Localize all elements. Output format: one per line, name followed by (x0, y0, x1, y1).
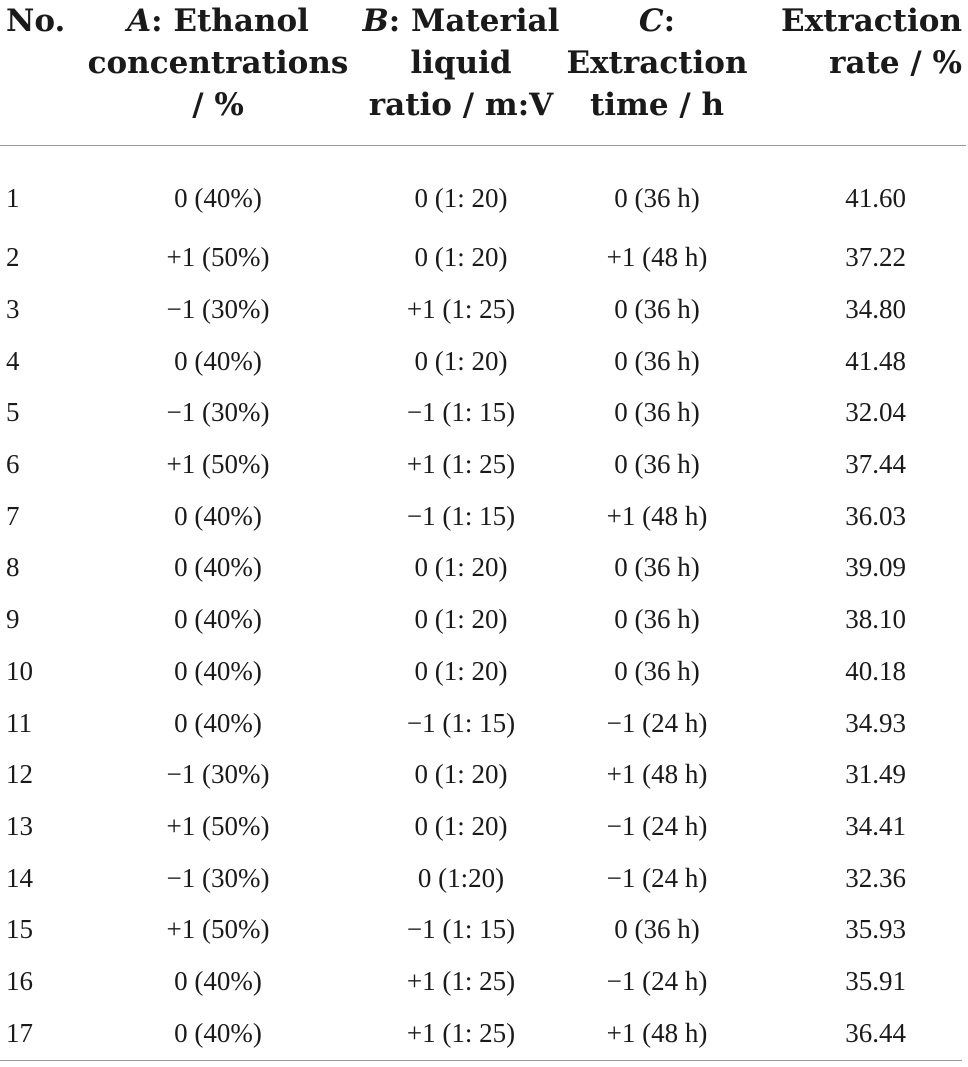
cell-no: 14 (6, 862, 33, 893)
cell-material-liquid-ratio: 0 (1: 20) (414, 345, 508, 376)
cell-material-liquid-ratio: 0 (1: 20) (414, 552, 508, 583)
cell-ethanol-concentration: +1 (50%) (166, 242, 270, 273)
cell-extraction-rate: 40.18 (845, 655, 906, 686)
header-e-line1: Extraction (780, 3, 962, 39)
cell-ethanol-concentration: +1 (50%) (166, 810, 270, 841)
cell-ethanol-concentration: 0 (40%) (174, 552, 262, 583)
cell-material-liquid-ratio: +1 (1: 25) (406, 1017, 516, 1048)
cell-extraction-time: 0 (36 h) (614, 655, 700, 686)
header-b-line1 (356, 0, 566, 42)
cell-material-liquid-ratio: −1 (1: 15) (406, 397, 516, 428)
cell-extraction-rate: 37.22 (845, 242, 906, 273)
header-ethanol-concentration (80, 0, 356, 146)
table-row (0, 232, 966, 284)
table-row (0, 335, 966, 387)
cell-ethanol-concentration: +1 (50%) (166, 449, 270, 480)
cell-material-liquid-ratio: 0 (1: 20) (414, 182, 508, 213)
table-row (0, 439, 966, 491)
cell-extraction-rate: 36.03 (845, 500, 906, 531)
cell-material-liquid-ratio: 0 (1:20) (417, 862, 505, 893)
cell-extraction-rate: 31.49 (845, 759, 906, 790)
header-no-label: No. (6, 3, 66, 39)
table-row (0, 542, 966, 594)
header-c-line2: Extraction (566, 45, 748, 81)
cell-extraction-rate: 34.80 (845, 294, 906, 325)
table-row (0, 1007, 966, 1059)
cell-extraction-time: 0 (36 h) (614, 914, 700, 945)
cell-ethanol-concentration: 0 (40%) (174, 604, 262, 635)
header-no (0, 0, 80, 146)
cell-material-liquid-ratio: 0 (1: 20) (414, 242, 508, 273)
cell-extraction-time: 0 (36 h) (614, 397, 700, 428)
cell-material-liquid-ratio: −1 (1: 15) (406, 500, 516, 531)
cell-ethanol-concentration: −1 (30%) (166, 759, 270, 790)
cell-extraction-rate: 41.48 (845, 345, 906, 376)
cell-no: 6 (6, 449, 20, 480)
header-a-var: A (127, 3, 152, 39)
cell-ethanol-concentration: 0 (40%) (174, 500, 262, 531)
cell-material-liquid-ratio: 0 (1: 20) (414, 810, 508, 841)
cell-extraction-rate: 34.41 (845, 810, 906, 841)
cell-no: 12 (6, 759, 33, 790)
bottom-rule (0, 1060, 962, 1061)
cell-ethanol-concentration: −1 (30%) (166, 294, 270, 325)
cell-material-liquid-ratio: −1 (1: 15) (406, 707, 516, 738)
cell-extraction-rate: 37.44 (845, 449, 906, 480)
cell-no: 17 (6, 1017, 33, 1048)
cell-ethanol-concentration: 0 (40%) (174, 707, 262, 738)
cell-ethanol-concentration: 0 (40%) (174, 655, 262, 686)
table-row (0, 284, 966, 336)
cell-extraction-time: −1 (24 h) (606, 810, 708, 841)
cell-ethanol-concentration: −1 (30%) (166, 397, 270, 428)
cell-no: 3 (6, 294, 20, 325)
cell-extraction-time: −1 (24 h) (606, 965, 708, 996)
table-row (0, 697, 966, 749)
cell-material-liquid-ratio: 0 (1: 20) (414, 604, 508, 635)
cell-no: 9 (6, 604, 20, 635)
cell-no: 1 (6, 182, 20, 213)
cell-extraction-rate: 36.44 (845, 1017, 906, 1048)
cell-ethanol-concentration: −1 (30%) (166, 862, 270, 893)
table-row (0, 146, 966, 233)
header-c-var: C (638, 3, 664, 39)
header-row (0, 0, 966, 146)
table-row (0, 387, 966, 439)
cell-extraction-rate: 39.09 (845, 552, 906, 583)
cell-extraction-time: 0 (36 h) (614, 604, 700, 635)
header-c-line1 (566, 0, 748, 42)
cell-extraction-time: +1 (48 h) (606, 242, 708, 273)
header-a-line3: / % (192, 87, 244, 123)
header-b-var: B (362, 3, 389, 39)
header-extraction-rate (748, 0, 966, 146)
cell-extraction-rate: 35.93 (845, 914, 906, 945)
cell-extraction-rate: 41.60 (845, 182, 906, 213)
cell-extraction-time: 0 (36 h) (614, 294, 700, 325)
table-header (0, 0, 966, 146)
table-row (0, 904, 966, 956)
cell-no: 10 (6, 655, 33, 686)
cell-material-liquid-ratio: −1 (1: 15) (406, 914, 516, 945)
cell-no: 13 (6, 810, 33, 841)
header-a-line1-text: : Ethanol (151, 3, 309, 39)
cell-extraction-time: +1 (48 h) (606, 1017, 708, 1048)
cell-no: 5 (6, 397, 20, 428)
cell-extraction-time: 0 (36 h) (614, 345, 700, 376)
cell-extraction-time: +1 (48 h) (606, 759, 708, 790)
cell-ethanol-concentration: 0 (40%) (174, 345, 262, 376)
cell-extraction-rate: 38.10 (845, 604, 906, 635)
header-c-line1-text: : (663, 3, 676, 39)
cell-ethanol-concentration: 0 (40%) (174, 965, 262, 996)
cell-no: 11 (6, 707, 32, 738)
header-c-line3: time / h (589, 87, 725, 123)
cell-no: 15 (6, 914, 33, 945)
cell-extraction-rate: 34.93 (845, 707, 906, 738)
cell-ethanol-concentration: 0 (40%) (174, 1017, 262, 1048)
cell-extraction-time: 0 (36 h) (614, 182, 700, 213)
header-b-line2: liquid (410, 45, 512, 81)
cell-material-liquid-ratio: +1 (1: 25) (406, 965, 516, 996)
table-row (0, 749, 966, 801)
header-b-line3: ratio / m:V (368, 87, 554, 123)
cell-no: 16 (6, 965, 33, 996)
cell-material-liquid-ratio: +1 (1: 25) (406, 294, 516, 325)
table-row (0, 594, 966, 646)
cell-no: 7 (6, 500, 20, 531)
header-b-line1-text: : Material (388, 3, 560, 39)
table-row (0, 852, 966, 904)
cell-ethanol-concentration: 0 (40%) (174, 182, 262, 213)
cell-no: 8 (6, 552, 20, 583)
header-material-liquid-ratio (356, 0, 566, 146)
cell-material-liquid-ratio: +1 (1: 25) (406, 449, 516, 480)
cell-extraction-rate: 35.91 (845, 965, 906, 996)
table-row (0, 490, 966, 542)
header-a-line2: concentrations (87, 45, 349, 81)
table-row (0, 956, 966, 1008)
cell-extraction-rate: 32.04 (845, 397, 906, 428)
table-row (0, 801, 966, 853)
cell-material-liquid-ratio: 0 (1: 20) (414, 655, 508, 686)
header-a-line1 (80, 0, 356, 42)
cell-extraction-time: −1 (24 h) (606, 862, 708, 893)
cell-ethanol-concentration: +1 (50%) (166, 914, 270, 945)
table-row (0, 646, 966, 698)
header-extraction-time (566, 0, 748, 146)
table-body (0, 146, 966, 1060)
cell-material-liquid-ratio: 0 (1: 20) (414, 759, 508, 790)
cell-extraction-rate: 32.36 (845, 862, 906, 893)
cell-extraction-time: 0 (36 h) (614, 449, 700, 480)
cell-extraction-time: +1 (48 h) (606, 500, 708, 531)
cell-extraction-time: −1 (24 h) (606, 707, 708, 738)
cell-no: 2 (6, 242, 20, 273)
cell-extraction-time: 0 (36 h) (614, 552, 700, 583)
header-e-line2: rate / % (829, 45, 962, 81)
cell-no: 4 (6, 345, 20, 376)
